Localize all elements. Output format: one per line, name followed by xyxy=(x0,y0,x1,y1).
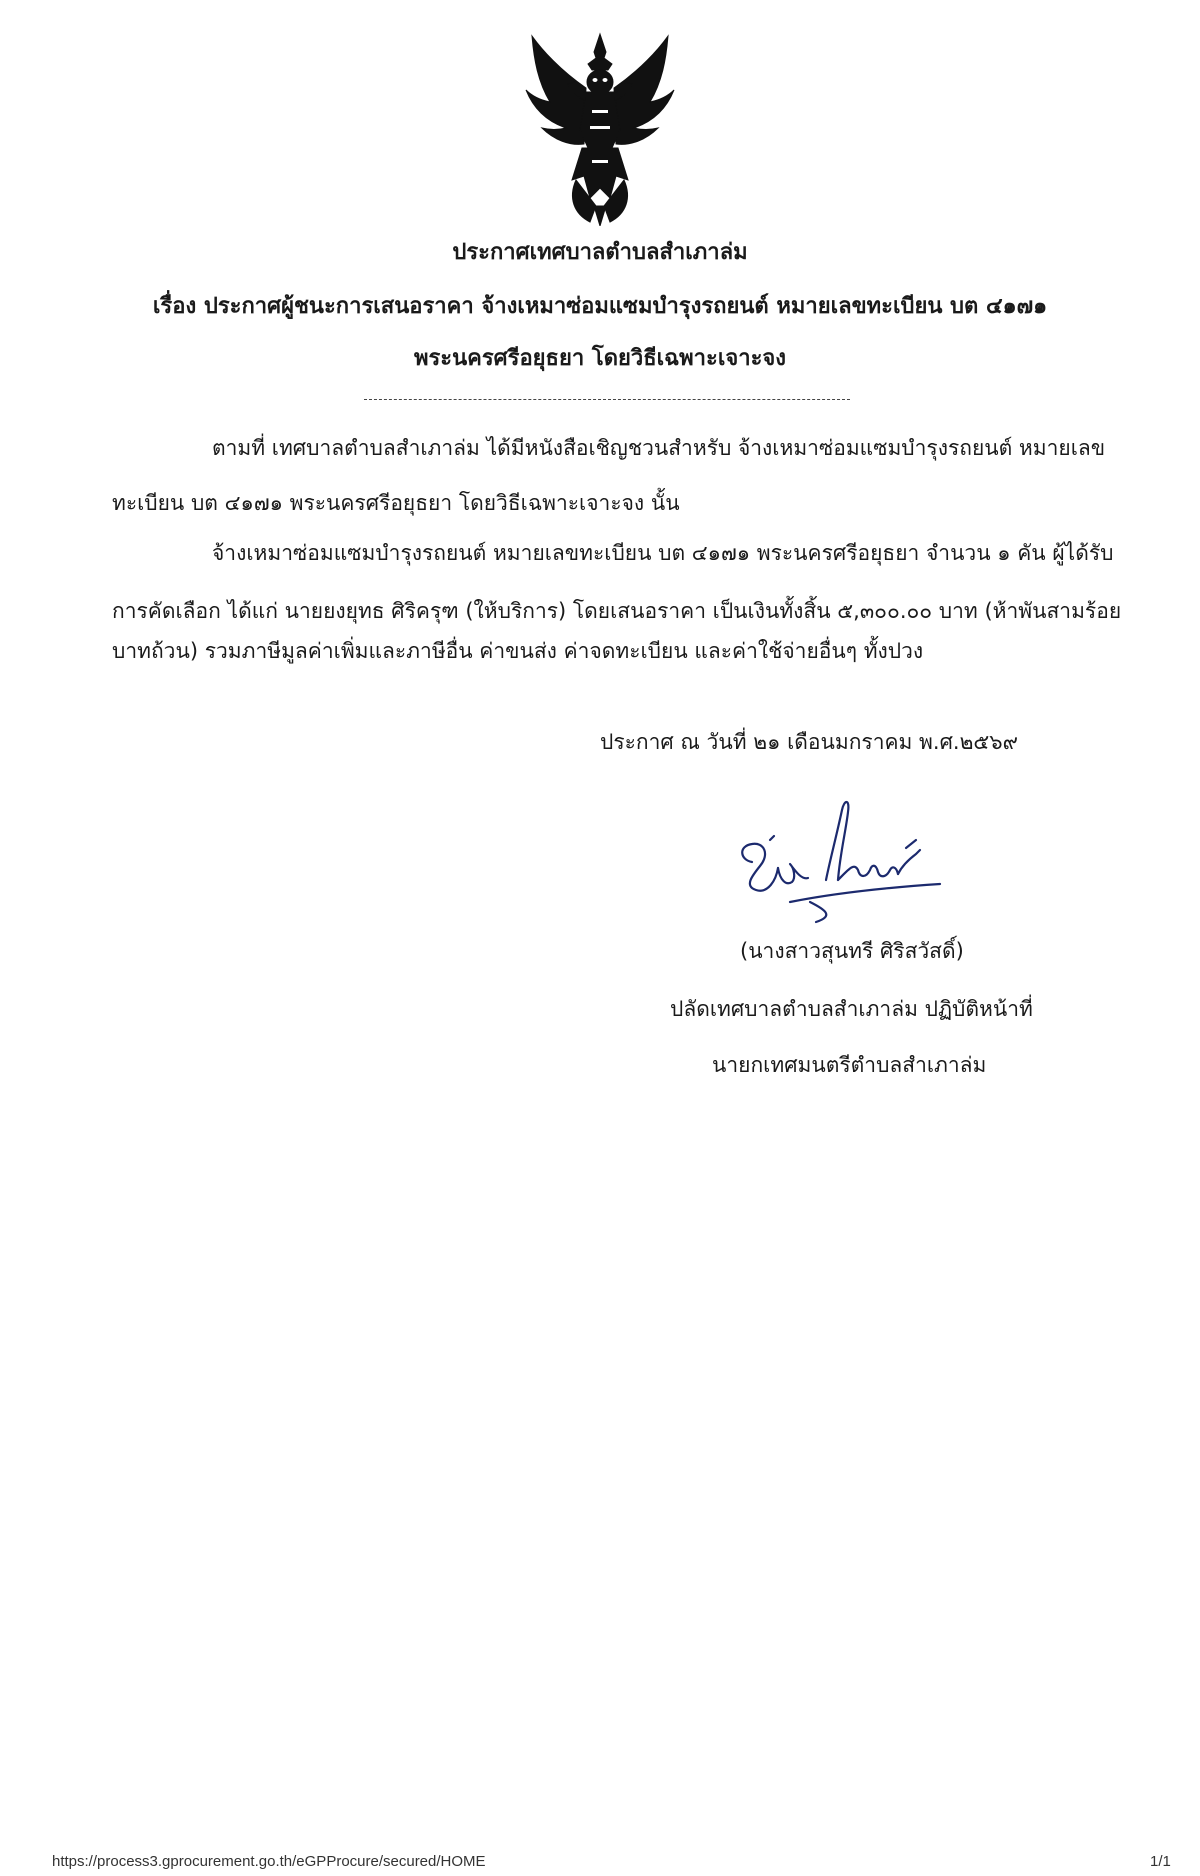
announcement-title: ประกาศเทศบาลตำบลสำเภาล่ม xyxy=(452,240,748,265)
signatory-position-acting: นายกเทศมนตรีตำบลสำเภาล่ม xyxy=(712,1053,987,1077)
announcement-subject: เรื่อง ประกาศผู้ชนะการเสนอราคา จ้างเหมาซ่อมแซมบำรุงรถยนต์ หมายเลขทะเบียน บต ๔๑๗๑ xyxy=(152,294,1048,319)
paragraph-2-line-1: จ้างเหมาซ่อมแซมบำรุงรถยนต์ หมายเลขทะเบียน บต ๔๑๗๑ พระนครศรีอยุธยา จำนวน ๑ คัน ผู้ได้รับ xyxy=(212,541,1114,565)
footer-page-number: 1/1 xyxy=(1150,1853,1171,1870)
signatory-position: ปลัดเทศบาลตำบลสำเภาล่ม ปฏิบัติหน้าที่ xyxy=(670,997,1033,1021)
paragraph-1-line-2: ทะเบียน บต ๔๑๗๑ พระนครศรีอยุธยา โดยวิธีเฉพาะเจาะจง นั้น xyxy=(112,491,680,515)
garuda-emblem-icon xyxy=(520,30,680,226)
handwritten-signature-icon xyxy=(730,790,950,930)
signatory-name: (นางสาวสุนทรี ศิริสวัสดิ์) xyxy=(740,939,964,963)
announcement-subject-continued: พระนครศรีอยุธยา โดยวิธีเฉพาะเจาะจง xyxy=(413,346,787,371)
footer-url: https://process3.gprocurement.go.th/eGPProcure/secured/HOME xyxy=(52,1853,486,1870)
paragraph-2-line-2: การคัดเลือก ได้แก่ นายยงยุทธ ศิริครุฑ (ให้บริการ) โดยเสนอราคา เป็นเงินทั้งสิ้น ๕,๓๐๐.๐๐ บาท (ห้าพันสามร้อย xyxy=(112,599,1122,623)
paragraph-2-line-3: บาทถ้วน) รวมภาษีมูลค่าเพิ่มและภาษีอื่น ค่าขนส่ง ค่าจดทะเบียน และค่าใช้จ่ายอื่นๆ ทั้งปวง xyxy=(112,639,924,663)
title-divider xyxy=(364,399,850,400)
paragraph-1-line-1: ตามที่ เทศบาลตำบลสำเภาล่ม ได้มีหนังสือเชิญชวนสำหรับ จ้างเหมาซ่อมแซมบำรุงรถยนต์ หมายเลข xyxy=(212,436,1106,460)
announcement-date: ประกาศ ณ วันที่ ๒๑ เดือนมกราคม พ.ศ.๒๕๖๙ xyxy=(600,730,1019,754)
